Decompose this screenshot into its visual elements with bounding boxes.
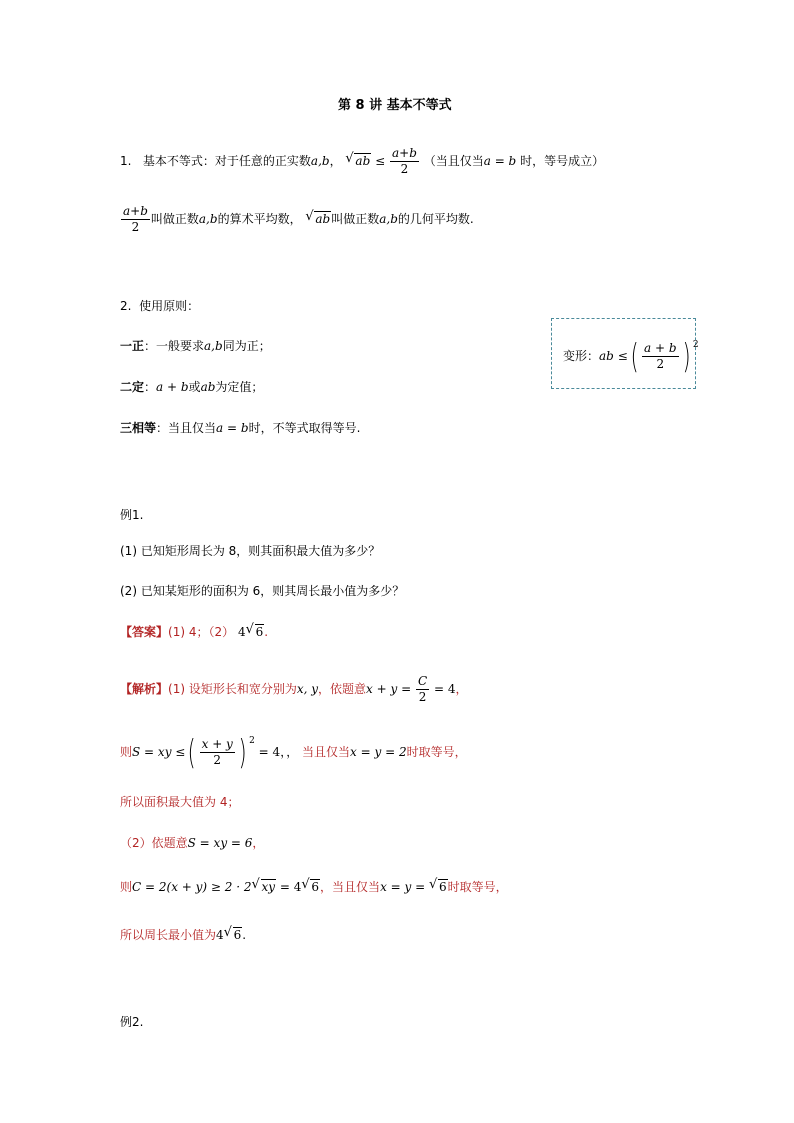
solution-5-sqrt-6: √ 6 — [301, 877, 320, 894]
le-sign: ≤ — [375, 154, 386, 168]
solution-2-rhs: = 4 — [258, 745, 281, 759]
comma: ， — [329, 154, 342, 168]
example-1-q1: (1) 已知矩形周长为 8，则其面积最大值为多少？ — [120, 544, 381, 558]
text-arith-b: 的算术平均数， — [217, 212, 302, 226]
solution-5-sqrt-6b: √ 6 — [429, 877, 447, 894]
sqrt-ab-radicand: ab — [355, 154, 371, 168]
solution-2-denominator: 2 — [200, 752, 235, 768]
right-paren-icon: ) — [238, 732, 247, 773]
condition-close: 时，等号成立） — [520, 154, 605, 168]
fraction-denominator: 2 — [390, 161, 419, 177]
right-paren-icon: ) — [682, 336, 691, 377]
solution-2-comma: ，， — [280, 745, 299, 759]
solution-1-lhs: x + y = — [366, 682, 412, 696]
principle-3 — [120, 418, 360, 438]
solution-2-numerator: x + y — [201, 737, 233, 751]
solution-1-denominator: 2 — [416, 689, 429, 705]
solution-4-end: ， — [252, 836, 265, 850]
solution-2-expr: S = xy ≤ — [132, 745, 186, 759]
text-arith-a: 叫做正数 — [150, 212, 199, 226]
solution-2-fraction — [200, 737, 235, 768]
solution-5-expr1: C = 2(x + y) ≥ 2 · 2 — [132, 880, 252, 894]
fraction-numerator: a+b — [123, 204, 148, 218]
principle-3-head: 三相等 — [120, 421, 157, 435]
solution-line-5 — [120, 877, 508, 897]
solution-1-fraction — [416, 674, 429, 705]
page-title: 第 8 讲 基本不等式 — [338, 98, 452, 113]
condition-eq: a = b — [483, 154, 517, 168]
solution-line-6 — [120, 925, 246, 945]
answer-radicand: 6 — [255, 625, 264, 639]
principle-2-tail: 为定值； — [215, 380, 264, 394]
left-paren-icon: ( — [187, 732, 196, 773]
section-2-heading — [120, 296, 199, 316]
solution-5-sqrt-xy: √ xy — [251, 877, 276, 894]
variant-denominator: 2 — [642, 356, 679, 372]
solution-1-text-a: (1) 设矩形长和宽分别为 — [168, 682, 297, 696]
solution-5-radicand-6b: 6 — [439, 880, 447, 894]
solution-5-text-c: 时取等号， — [447, 880, 508, 894]
principle-2-expr2: ab — [200, 380, 216, 394]
text-geo-a: 叫做正数 — [331, 212, 380, 226]
solution-1-rhs: = 4 — [434, 682, 456, 696]
solution-6-sqrt: √ 6 — [223, 925, 242, 942]
principle-1-vars: a,b — [204, 339, 223, 353]
left-paren-icon: ( — [630, 336, 639, 377]
principle-1 — [120, 336, 271, 356]
solution-line-3: 所以面积最大值为 4； — [120, 795, 240, 809]
answer-end: . — [264, 625, 269, 639]
variant-le: ≤ — [617, 349, 628, 363]
answer-coef: 4 — [237, 625, 246, 639]
solution-5-eq: x = y = — [380, 880, 426, 894]
answer-text: (1) 4；（2） — [168, 625, 235, 639]
solution-1-end: ， — [455, 682, 468, 696]
solution-1-text-b: ，依题意 — [318, 682, 367, 696]
principle-2-head: 二定 — [120, 380, 145, 394]
example-2-label: 例2. — [120, 1015, 144, 1029]
text-geo-b: 的几何平均数. — [397, 212, 474, 226]
fraction-numerator: a+b — [391, 146, 417, 160]
section-2-number: 2. — [120, 299, 132, 313]
principle-2 — [120, 377, 263, 397]
answer-tag: 【答案】 — [120, 625, 169, 639]
section-1-number: 1. — [120, 154, 132, 168]
solution-2-exponent: 2 — [249, 736, 255, 746]
solution-2-text-b: 当且仅当 — [302, 745, 351, 759]
example-1-q2: (2) 已知某矩形的面积为 6，则其周长最小值为多少？ — [120, 584, 405, 598]
vars-ab: a,b — [310, 154, 330, 168]
solution-5-radicand-6: 6 — [311, 880, 320, 894]
solution-tag: 【解析】 — [120, 682, 169, 696]
solution-2-text-c: 时取等号， — [406, 745, 467, 759]
solution-5-radicand-xy: xy — [261, 880, 276, 894]
solution-1-numerator: C — [417, 674, 428, 688]
example-1-label: 例1. — [120, 508, 144, 522]
principle-1-tail: 同为正； — [222, 339, 271, 353]
section-1-line-1 — [120, 146, 604, 177]
section-1-lead: 基本不等式：对于任意的正实数 — [142, 154, 311, 168]
principle-3-expr: a = b — [216, 421, 249, 435]
solution-2-eq: x = y = 2 — [350, 745, 407, 759]
principle-2-expr1: a + b — [156, 380, 189, 394]
solution-2-text-a: 则 — [120, 745, 133, 759]
sqrt-ab-radicand: ab — [315, 212, 331, 226]
solution-6-radicand: 6 — [233, 928, 242, 942]
solution-5-text-a: 则 — [120, 880, 133, 894]
principle-1-head: 一正 — [120, 339, 145, 353]
answer-sqrt: √ 6 — [245, 622, 264, 639]
condition-open: （当且仅当 — [423, 154, 484, 168]
section-1-line-2 — [120, 204, 474, 235]
principle-3-tail: 时，不等式取得等号. — [248, 421, 361, 435]
solution-line-4 — [120, 833, 264, 853]
principle-2-text: ： — [144, 380, 157, 394]
principle-2-or: 或 — [188, 380, 201, 394]
solution-6-coef: 4 — [216, 928, 224, 942]
solution-1-vars: x, y — [296, 682, 319, 696]
solution-6-text: 所以周长最小值为 — [120, 928, 217, 942]
solution-line-2 — [120, 732, 467, 773]
sqrt-ab: √ ab — [345, 151, 371, 168]
variant-fraction — [642, 341, 679, 372]
fraction-denominator: 2 — [121, 219, 150, 235]
solution-4-expr: S = xy = 6 — [187, 836, 253, 850]
variant-exponent: 2 — [692, 340, 699, 350]
fraction-mean — [390, 146, 419, 177]
solution-5-expr2: = 4 — [279, 880, 302, 894]
section-2-label: 使用原则： — [139, 299, 200, 313]
solution-line-1 — [120, 674, 468, 705]
variant-formula — [563, 336, 699, 377]
variant-ab: ab — [599, 349, 614, 363]
vars-ab: a,b — [379, 212, 398, 226]
variant-numerator: a + b — [644, 341, 677, 355]
fraction-arith-mean — [121, 204, 150, 235]
sqrt-ab: √ ab — [305, 209, 331, 226]
principle-1-text: ：一般要求 — [144, 339, 205, 353]
variant-label: 变形： — [563, 349, 600, 363]
answer-line — [120, 622, 268, 642]
solution-6-end: . — [242, 928, 247, 942]
principle-3-text: ：当且仅当 — [156, 421, 217, 435]
solution-4-text: （2）依题意 — [120, 836, 188, 850]
vars-ab: a,b — [198, 212, 218, 226]
solution-5-text-b: ，当且仅当 — [320, 880, 381, 894]
